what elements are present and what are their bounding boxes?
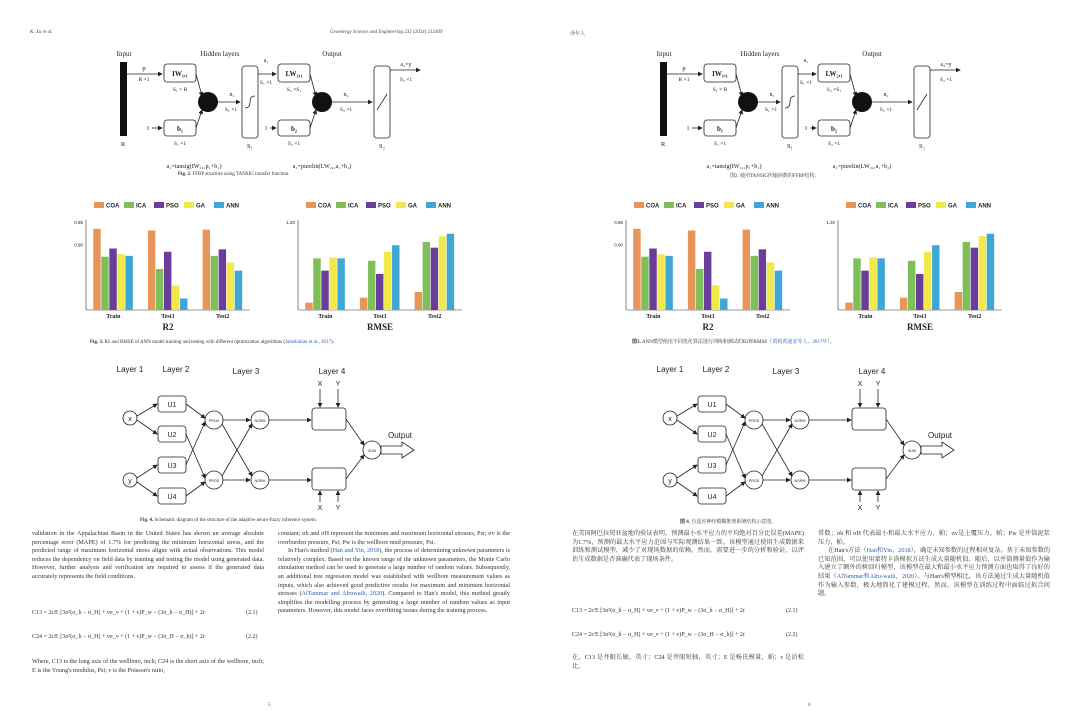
legend-swatch-ann xyxy=(754,202,764,208)
fig2-purelin-line xyxy=(377,94,387,110)
rmse-bar-coa-train xyxy=(845,303,852,310)
right-column-1-text: 在美国阿巴拉契亚盆地的验证表明，预测最小水平应力的平均绝对百分比误差(MAPE)为1.7%，预测的最大水平应力范围与实际观测结果一致。该模型通过使用生成数据来训练和测试模型，减少了对现场数据的依赖。然而，需要进一步的分析和验证，以评估生成数据是否准确代表了现场条件。 xyxy=(572,530,804,563)
fig2-arrow-b1 xyxy=(736,110,742,128)
r2-bar-ann-test2 xyxy=(235,271,242,310)
legend-label-pso: PSO xyxy=(166,203,179,210)
r2-xtick-train: Train xyxy=(646,314,661,320)
fig2-b1-label: b₁ xyxy=(177,125,183,133)
fig4-sum-label: SUM xyxy=(908,449,916,453)
r2-bar-ann-test1 xyxy=(180,299,187,310)
fig4-Y-bottom-label: Y xyxy=(875,505,881,512)
rmse-chart-title: RMSE xyxy=(366,322,394,332)
fig2-input-label: Input xyxy=(656,50,672,58)
rmse-ytick-label: 1.20 xyxy=(286,220,295,225)
fig3-caption-translated: 图3. ANN模型使用不同优化算法进行训练和测试的R2和RMSE（贾姆希迪安等人，2017年）。 xyxy=(632,340,835,345)
r2-bar-coa-test1 xyxy=(148,230,155,310)
rmse-bar-ann-test2 xyxy=(447,234,454,310)
fig4-edge-box1-sum xyxy=(346,419,364,445)
legend-label-ica: ICA xyxy=(676,203,687,210)
fig2-sum-node-1 xyxy=(738,92,758,112)
r2-xtick-test1: Test1 xyxy=(161,314,175,320)
fig2-one-label-2: 1 xyxy=(804,126,808,132)
equation-2-1-translated: C13 = 2r/E [3σ²(σ_h − σ_H) + νσ_v + (1 + ν)P_w − (3σ_h − σ_H)] + 2r xyxy=(572,608,745,614)
rmse-bar-ica-test2 xyxy=(963,242,970,310)
fig2-arrow-b2 xyxy=(850,110,856,128)
fig2-iw-label: IW₁,₁ xyxy=(712,70,728,78)
fig2-formula-2: a₂=purelin(LW₂,₁a₁+b₂) xyxy=(292,163,352,170)
legend-swatch-coa xyxy=(846,202,856,208)
r2-chart-title: R2 xyxy=(702,322,714,332)
fig4-edge-u4-prod2 xyxy=(186,482,205,496)
running-header-translator: 译年人 xyxy=(570,32,586,37)
legend-label-pso: PSO xyxy=(918,203,931,210)
r2-bar-pso-test2 xyxy=(219,249,226,310)
fig4-norm-label-1: NORM xyxy=(794,419,806,423)
fig4-output-label: Output xyxy=(927,431,953,440)
fig4-consequent-box-1 xyxy=(852,408,886,430)
fig4-y-label: y xyxy=(128,478,132,485)
fig4-layer3-label: Layer 3 xyxy=(772,367,800,376)
equation-2-2-number-translated: (2.2) xyxy=(786,632,798,638)
fig2-s2s1-label: S₂ ×S₁ xyxy=(286,87,302,93)
fig4-Y-top-label: Y xyxy=(875,381,881,388)
legend-swatch-ica xyxy=(664,202,674,208)
fig4-edge-box2-sum xyxy=(886,455,904,479)
legend-label-ann: ANN xyxy=(226,203,239,210)
r2-bar-coa-train xyxy=(93,229,100,310)
fig2-formula-1: a₁=tansig(IW₁,₁p₁+b₁) xyxy=(706,163,762,170)
legend-label-pso: PSO xyxy=(378,203,391,210)
legend-swatch-ica xyxy=(876,202,886,208)
rmse-bar-ann-train xyxy=(877,258,884,310)
fig2-S1-label: S₁ xyxy=(787,143,793,150)
r2-bar-ga-test2 xyxy=(767,262,774,310)
fig2-a1-label: a₁ xyxy=(803,58,809,64)
fig2-s1a-label: S₁ ×1 xyxy=(224,107,238,113)
left-column-1-text: validation in the Appalachian Basin in the United States has shown an average absolute percentage error (MAPE) of 1.7% for predicting the minimum horizontal stress, and the predicted range of maximum horizontal stress aligns with actual observations. This model reduces the dependency on field data by training and testing the model using generated data. However, further analysis and verification are required to assess if the generated data accurately represents the field conditions. xyxy=(32,530,264,580)
fig4-prod-label-2: PROD xyxy=(748,479,760,483)
fig4-output-arrow xyxy=(381,442,414,458)
fig4-X-bottom-label: X xyxy=(317,505,323,512)
r2-bar-ga-train xyxy=(657,254,664,310)
r2-chart-title: R2 xyxy=(162,322,174,332)
r2-ytick-label: 0.90 xyxy=(74,242,83,248)
rmse-bar-pso-test1 xyxy=(916,274,923,310)
r2-bar-ica-train xyxy=(641,257,648,310)
fig4-edge-x-u1 xyxy=(137,404,157,416)
legend-label-ga: GA xyxy=(948,203,957,210)
fig2-R-label: R xyxy=(660,141,666,148)
fig2-p-label: p xyxy=(682,65,686,72)
fig4-layer1-label: Layer 1 xyxy=(656,365,684,374)
fig4-edge-y-u4 xyxy=(677,482,697,496)
fig2-formula-2: a₂=purelin(LW₂,₁a₁+b₂) xyxy=(832,163,892,170)
fig2-arrow-b2 xyxy=(310,110,316,128)
legend-label-ann: ANN xyxy=(438,203,451,210)
fig2-arrow-lw xyxy=(850,74,856,96)
rmse-xtick-train: Train xyxy=(318,314,333,320)
rmse-bar-ica-test1 xyxy=(368,261,375,310)
fig4-membership-label-1: U1 xyxy=(167,402,177,409)
fig2-sr-label: S₁ × R xyxy=(172,87,188,93)
legend-label-coa: COA xyxy=(106,203,120,210)
fig2-n2-label: n₂ xyxy=(343,92,349,98)
rmse-bar-ann-test1 xyxy=(392,245,399,310)
r2-bar-pso-test2 xyxy=(759,249,766,310)
equation-2-1: C13 = 2r/E [3σ²(σ_h − σ_H) + νσ_v + (1 + ν)P_w − (3σ_h − σ_H)] + 2r xyxy=(32,610,205,616)
fig2-b2-label: b₂ xyxy=(291,125,297,133)
r2-bar-pso-train xyxy=(109,249,116,311)
fig2-hidden-label: Hidden layers xyxy=(740,50,780,58)
fig2-a2-label: a₂=y xyxy=(940,62,952,68)
fig4-X-bottom-label: X xyxy=(857,505,863,512)
r2-bar-coa-test1 xyxy=(688,230,695,310)
fig2-purelin-line xyxy=(917,94,927,110)
fig2-r1-label: R ×1 xyxy=(138,77,150,83)
fig2-sum-node-2 xyxy=(852,92,872,112)
fig4-consequent-box-1 xyxy=(312,408,346,430)
fig2-lw-label: LW₂,₁ xyxy=(285,70,303,78)
fig4-y-label: y xyxy=(668,478,672,485)
fig2-arrow-iw xyxy=(196,74,202,96)
equation-2-1-number-translated: (2.1) xyxy=(786,608,798,614)
legend-label-ica: ICA xyxy=(888,203,899,210)
fig3-rmse-chart xyxy=(270,198,470,336)
rmse-xtick-test1: Test1 xyxy=(913,314,927,320)
legend-swatch-ga xyxy=(396,202,406,208)
right-column-1-tail: 在，C13 是井眼长轴，英寸；C24 是井眼短轴，英寸；E 是杨氏模量，帕；ν 是泊松比， xyxy=(572,654,804,670)
left-column-1-tail: Where, C13 is the long axis of the wellbore, inch; C24 is the short axis of the wellbore, inch; E is the Young's modulus, Psi; ν is the Poisson's ratio, xyxy=(32,658,264,674)
fig2-n1-label: n₁ xyxy=(229,92,235,98)
r2-bar-ga-test1 xyxy=(172,285,179,310)
fig4-norm-label-2: NORM xyxy=(794,479,806,483)
fig2-ffbp-diagram-translated xyxy=(640,44,970,174)
r2-bar-pso-test1 xyxy=(164,252,171,310)
legend-swatch-ann xyxy=(426,202,436,208)
legend-label-ga: GA xyxy=(736,203,745,210)
fig4-layer4-label: Layer 4 xyxy=(318,367,346,376)
rmse-xtick-train: Train xyxy=(858,314,873,320)
legend-swatch-coa xyxy=(306,202,316,208)
fig2-r1-label: R ×1 xyxy=(678,77,690,83)
r2-bar-ica-train xyxy=(101,257,108,310)
fig4-edge-u1-prod1 xyxy=(186,404,205,418)
fig2-arrow-b1 xyxy=(196,110,202,128)
legend-label-coa: COA xyxy=(858,203,872,210)
fig2-s2a-label: S₂ ×1 xyxy=(339,107,353,113)
fig2-sum-node-1 xyxy=(198,92,218,112)
fig4-edge-x-u2 xyxy=(137,420,157,434)
legend-label-ica: ICA xyxy=(348,203,359,210)
fig2-tansig-curve xyxy=(785,96,795,108)
fig2-s2a-label: S₂ ×1 xyxy=(879,107,893,113)
fig2-arrow-iw xyxy=(736,74,742,96)
fig4-consequent-box-2 xyxy=(312,468,346,490)
r2-bar-ann-test1 xyxy=(720,299,727,310)
fig2-a1-label: a₁ xyxy=(263,58,269,64)
fig4-membership-label-2: U2 xyxy=(167,432,177,439)
fig4-edge-u2-prod2 xyxy=(726,434,745,478)
fig2-output-label: Output xyxy=(862,50,882,58)
fig4-membership-label-1: U1 xyxy=(707,402,717,409)
fig4-edge-x-u2 xyxy=(677,420,697,434)
rmse-xtick-test2: Test2 xyxy=(427,314,442,320)
fig2-tansig-curve xyxy=(245,96,255,108)
fig3-caption: Fig. 3. R2 and RMSE of ANN model training and testing with different optimization algorithms (Jamshidian et al., 2017). xyxy=(90,340,334,345)
legend-label-ica: ICA xyxy=(136,203,147,210)
equation-2-2-number: (2.2) xyxy=(246,634,258,640)
fig4-membership-label-4: U4 xyxy=(167,494,177,501)
fig4-output-label: Output xyxy=(387,431,413,440)
rmse-bar-ica-train xyxy=(853,258,860,310)
fig2-one-label-1: 1 xyxy=(686,126,690,132)
rmse-bar-ga-test1 xyxy=(384,252,391,310)
equation-2-2-translated: C24 = 2r/E [3σ²(σ_h − σ_H) + νσ_v + (1 + ν)P_w − (3σ_H − σ_h)] + 2r xyxy=(572,632,745,638)
rmse-chart-title: RMSE xyxy=(906,322,934,332)
r2-xtick-test1: Test1 xyxy=(701,314,715,320)
fig2-iw-label: IW₁,₁ xyxy=(172,70,188,78)
r2-xtick-train: Train xyxy=(106,314,121,320)
rmse-bar-coa-test1 xyxy=(900,298,907,310)
fig4-edge-x-u1 xyxy=(677,404,697,416)
r2-ytick-label: 0.85 xyxy=(614,220,623,225)
rmse-bar-ica-test1 xyxy=(908,261,915,310)
fig4-membership-label-2: U2 xyxy=(707,432,717,439)
page-number-translated: 6 xyxy=(808,703,811,708)
fig4-Y-bottom-label: Y xyxy=(335,505,341,512)
r2-bar-ga-train xyxy=(117,254,124,310)
rmse-xtick-test1: Test1 xyxy=(373,314,387,320)
fig4-layer2-label: Layer 2 xyxy=(162,365,190,374)
fig3-r2-chart xyxy=(58,198,258,336)
legend-label-ann: ANN xyxy=(978,203,991,210)
fig2-s1c-label: S₁ ×1 xyxy=(259,80,273,86)
fig2-formula-1: a₁=tansig(IW₁,₁p₁+b₁) xyxy=(166,163,222,170)
fig2-S2-label: S₂ xyxy=(379,143,385,150)
legend-label-coa: COA xyxy=(318,203,332,210)
r2-bar-ann-train xyxy=(125,256,132,310)
legend-label-coa: COA xyxy=(646,203,660,210)
legend-swatch-pso xyxy=(154,202,164,208)
r2-xtick-test2: Test2 xyxy=(755,314,770,320)
legend-swatch-ga xyxy=(936,202,946,208)
fig4-edge-u3-prod1 xyxy=(186,422,205,465)
fig2-input-bar xyxy=(660,62,667,136)
fig2-s2b-label: S₂ ×1 xyxy=(287,141,301,147)
fig4-edge-box2-sum xyxy=(346,455,364,479)
rmse-bar-pso-train xyxy=(861,271,868,310)
fig2-one-label-1: 1 xyxy=(146,126,150,132)
fig2-sum-node-2 xyxy=(312,92,332,112)
r2-ytick-label: 0.90 xyxy=(614,242,623,248)
fig2-S1-label: S₁ xyxy=(247,143,253,150)
fig4-edge-y-u3 xyxy=(677,465,697,478)
fig2-n2-label: n₂ xyxy=(883,92,889,98)
legend-swatch-ga xyxy=(184,202,194,208)
rmse-bar-ann-train xyxy=(337,258,344,310)
fig4-edge-u1-prod1 xyxy=(726,404,745,418)
fig2-caption: Fig. 2. FFBP structure using TANSIG transfer function. xyxy=(178,172,290,177)
fig2-s2c-label: S₂ ×1 xyxy=(939,77,953,83)
fig4-prod-label-1: PROD xyxy=(748,419,760,423)
legend-swatch-ann xyxy=(214,202,224,208)
rmse-bar-coa-test1 xyxy=(360,298,367,310)
page-number: 5 xyxy=(268,703,271,708)
left-column-2-text: constant; σh and σH represent the minimum and maximum horizontal stresses, Psi; σv is the overburden pressure, Psi; Pw is the wellbore mud pressure, Psi. In Han's method (Han and Yin, 2018), the process of determining unknown parameters is relatively complex. Based on the known range of the unknown parameters, the Monte Carlo simulation method can be used to generate a large number of random values. Subsequently, an additional tree regression model was established with wellbore measurement values as inputs, which also achieved good predictive results for maximum and minimum horizontal stresses (AlTammar and Alruwaili, 2020). Compared to Han's model, this method greatly simplifies the modelling process by generating a large number of random values as input parameters. However, this model faces overfitting issues during the training process. xyxy=(278,530,511,615)
legend-swatch-coa xyxy=(94,202,104,208)
r2-bar-ga-test1 xyxy=(712,285,719,310)
r2-bar-pso-train xyxy=(649,249,656,311)
rmse-bar-coa-test2 xyxy=(415,292,422,310)
fig2-p-label: p xyxy=(142,65,146,72)
r2-bar-pso-test1 xyxy=(704,252,711,310)
legend-swatch-pso xyxy=(694,202,704,208)
fig4-output-arrow xyxy=(921,442,954,458)
fig2-s1b-label: S₁ ×1 xyxy=(173,141,187,147)
running-header-journal: Geoenergy Science and Engineering 232 (2024) 212409 xyxy=(330,30,443,35)
fig2-output-label: Output xyxy=(322,50,342,58)
fig2-s2s1-label: S₂ ×S₁ xyxy=(826,87,842,93)
fig3-rmse-chart-translated xyxy=(810,198,1010,336)
legend-label-pso: PSO xyxy=(706,203,719,210)
rmse-bar-ga-test1 xyxy=(924,252,931,310)
rmse-bar-coa-train xyxy=(305,303,312,310)
r2-bar-coa-train xyxy=(633,229,640,310)
rmse-bar-ga-test2 xyxy=(439,236,446,310)
right-page xyxy=(540,0,1080,720)
fig2-lw-label: LW₂,₁ xyxy=(825,70,843,78)
legend-swatch-ann xyxy=(966,202,976,208)
fig4-edge-u4-prod2 xyxy=(726,482,745,496)
fig4-prod-label-1: PROD xyxy=(208,419,220,423)
rmse-bar-ann-test2 xyxy=(987,234,994,310)
fig2-arrow-lw xyxy=(310,74,316,96)
fig4-edge-y-u4 xyxy=(137,482,157,496)
fig4-membership-label-4: U4 xyxy=(707,494,717,501)
fig4-membership-label-3: U3 xyxy=(707,463,717,470)
fig2-s2c-label: S₂ ×1 xyxy=(399,77,413,83)
fig4-caption: Fig. 4. Schematic diagram of the structure of the adaptive neuro-fuzzy inference system. xyxy=(140,518,318,523)
running-header-authors: K. Xu et al. xyxy=(30,30,53,35)
fig2-input-label: Input xyxy=(116,50,132,58)
fig4-x-label: x xyxy=(128,416,132,423)
rmse-bar-ga-train xyxy=(869,258,876,310)
rmse-xtick-test2: Test2 xyxy=(967,314,982,320)
rmse-bar-ann-test1 xyxy=(932,245,939,310)
fig2-input-bar xyxy=(120,62,127,136)
fig4-layer3-label: Layer 3 xyxy=(232,367,260,376)
fig4-x-label: x xyxy=(668,416,672,423)
r2-xtick-test2: Test2 xyxy=(215,314,230,320)
fig4-edge-y-u3 xyxy=(137,465,157,478)
r2-bar-ga-test2 xyxy=(227,262,234,310)
rmse-bar-ga-train xyxy=(329,258,336,310)
equation-2-1-number: (2.1) xyxy=(246,610,258,616)
fig4-membership-label-3: U3 xyxy=(167,463,177,470)
fig3-r2-chart-translated xyxy=(598,198,798,336)
rmse-bar-coa-test2 xyxy=(955,292,962,310)
fig4-X-top-label: X xyxy=(317,381,323,388)
rmse-bar-ica-test2 xyxy=(423,242,430,310)
rmse-bar-pso-train xyxy=(321,271,328,310)
fig4-X-top-label: X xyxy=(857,381,863,388)
legend-swatch-ga xyxy=(724,202,734,208)
legend-swatch-pso xyxy=(906,202,916,208)
fig2-one-label-2: 1 xyxy=(264,126,268,132)
r2-bar-coa-test2 xyxy=(203,230,210,310)
r2-bar-ann-test2 xyxy=(775,271,782,310)
equation-2-2: C24 = 2r/E [3σ²(σ_h − σ_H) + νσ_v + (1 + ν)P_w − (3σ_H − σ_h)] + 2r xyxy=(32,634,205,640)
fig2-sr-label: S₁ × R xyxy=(712,87,728,93)
legend-label-ann: ANN xyxy=(766,203,779,210)
fig4-anfis-diagram-translated xyxy=(650,362,970,512)
legend-swatch-coa xyxy=(634,202,644,208)
fig2-S2-label: S₂ xyxy=(919,143,925,150)
fig4-layer1-label: Layer 1 xyxy=(116,365,144,374)
fig4-Y-top-label: Y xyxy=(335,381,341,388)
fig4-edge-u2-prod2 xyxy=(186,434,205,478)
r2-ytick-label: 0.85 xyxy=(74,220,83,225)
r2-bar-ica-test2 xyxy=(211,256,218,310)
fig2-caption-translated: 图2. 使用TANSIG传输函数的FFBP结构。 xyxy=(730,174,820,179)
fig4-edge-u3-prod1 xyxy=(726,422,745,465)
legend-swatch-ica xyxy=(124,202,134,208)
fig2-R-label: R xyxy=(120,141,126,148)
rmse-bar-pso-test2 xyxy=(431,248,438,310)
rmse-bar-pso-test1 xyxy=(376,274,383,310)
fig2-ffbp-diagram xyxy=(100,44,430,174)
legend-label-ga: GA xyxy=(196,203,205,210)
fig4-layer2-label: Layer 2 xyxy=(702,365,730,374)
fig4-norm-label-1: NORM xyxy=(254,419,266,423)
fig2-s1a-label: S₁ ×1 xyxy=(764,107,778,113)
fig2-s2b-label: S₂ ×1 xyxy=(827,141,841,147)
fig4-sum-label: SUM xyxy=(368,449,376,453)
fig2-b2-label: b₂ xyxy=(831,125,837,133)
r2-bar-ica-test1 xyxy=(696,269,703,310)
legend-swatch-pso xyxy=(366,202,376,208)
r2-bar-ica-test2 xyxy=(751,256,758,310)
fig2-s1b-label: S₁ ×1 xyxy=(713,141,727,147)
fig4-caption-translated: 图 4. 自适应神经模糊推理系统结构示意图。 xyxy=(680,520,777,525)
fig4-prod-label-2: PROD xyxy=(208,479,220,483)
r2-bar-ica-test1 xyxy=(156,269,163,310)
fig4-layer4-label: Layer 4 xyxy=(858,367,886,376)
fig2-s1c-label: S₁ ×1 xyxy=(799,80,813,86)
fig2-b1-label: b₁ xyxy=(717,125,723,133)
fig4-anfis-diagram xyxy=(110,362,430,512)
r2-bar-ann-train xyxy=(665,256,672,310)
fig4-consequent-box-2 xyxy=(852,468,886,490)
rmse-bar-ga-test2 xyxy=(979,236,986,310)
rmse-ytick-label: 1.20 xyxy=(826,220,835,225)
legend-swatch-ica xyxy=(336,202,346,208)
fig4-norm-label-2: NORM xyxy=(254,479,266,483)
fig2-n1-label: n₁ xyxy=(769,92,775,98)
fig2-hidden-label: Hidden layers xyxy=(200,50,240,58)
legend-label-ga: GA xyxy=(408,203,417,210)
right-column-2-text: 常数；σh 和 σH 代表最小和最大水平应力，帕；σv是上覆压力，帕；Pw 是井筒泥浆压力，帕。 在Han's方法（Han和Yin，2018），确定未知参数的过程相对复杂。基于未知参数的已知范围，可以使用蒙特卡洛模拟方法生成大量随机值。随后，以井筒测量值作为输入建立了额外的树回归模型，该模型在最大和最小水平应力预测方面也取得了良好的结果（AlTammar和Alru-waili，2020）。与Han's模型相比，该方法通过生成大量随机值作为输入参数，极大地简化了建模过程。然而，该模型在训练过程中面临过拟合问题。 xyxy=(818,530,1051,598)
fig2-a2-label: a₂=y xyxy=(400,62,412,68)
rmse-bar-ica-train xyxy=(313,258,320,310)
r2-bar-coa-test2 xyxy=(743,230,750,310)
rmse-bar-pso-test2 xyxy=(971,248,978,310)
fig4-edge-box1-sum xyxy=(886,419,904,445)
